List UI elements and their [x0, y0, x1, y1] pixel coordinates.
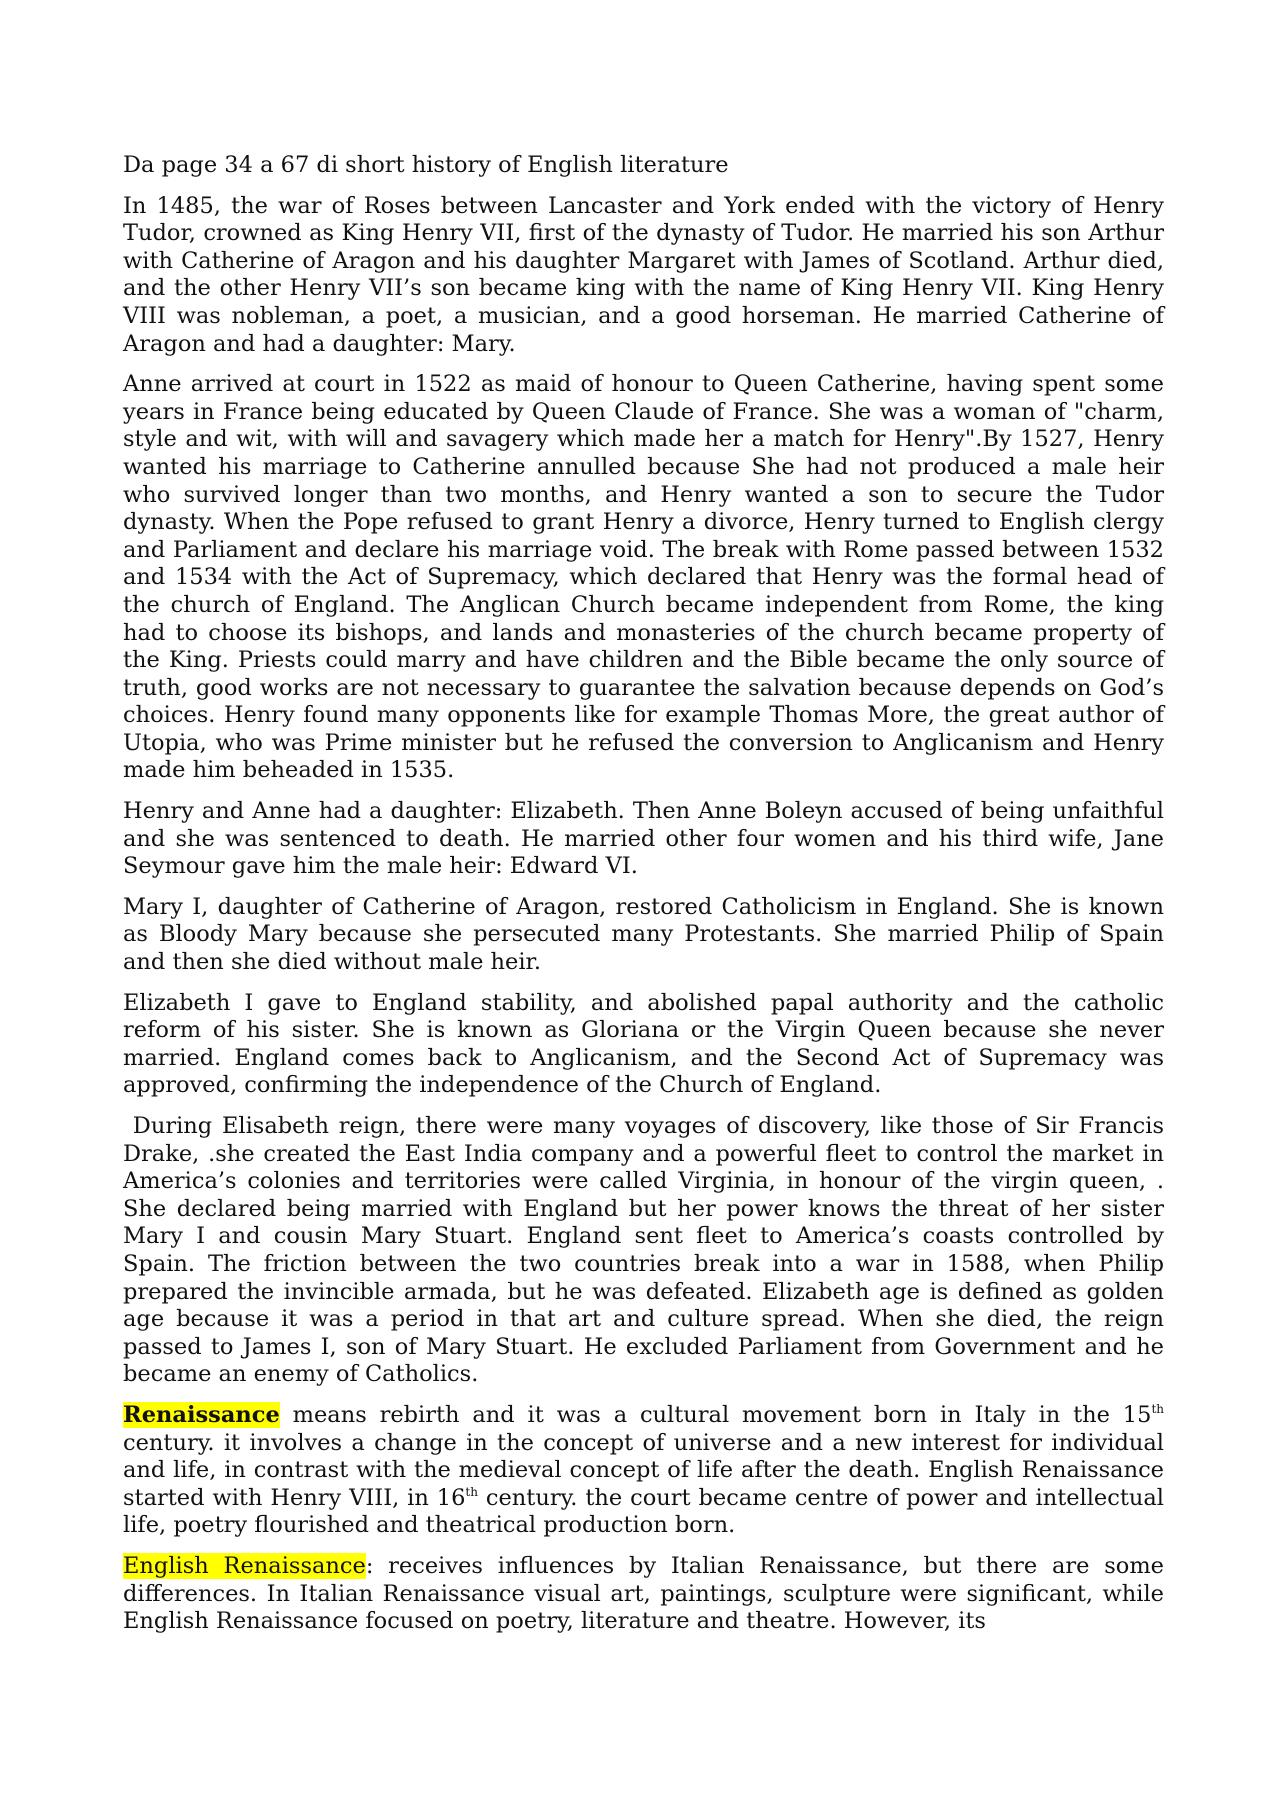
document-body	[123, 152, 1172, 1649]
renaissance-text-part3: century. the court became centre of power and intellectual life, poetry flourished and theatrical production born.	[123, 1484, 1164, 1539]
paragraph-renaissance	[123, 1402, 1164, 1540]
renaissance-text-part2: century. it involves a change in the concept of universe and a new interest for individual and life, in contrast with the medieval concept of life after the death. English Renaissance started with Henry VIII, in 16	[123, 1429, 1164, 1511]
paragraph-elizabeth-i: Elizabeth I gave to England stability, and abolished papal authority and the catholic reform of his sister. She is known as Gloriana or the Virgin Queen because she never married. England comes back to Anglicanism, and the Second Act of Supremacy was approved, confirming the independence of the Church of England.	[123, 989, 1164, 1099]
english-renaissance-text: : receives influences by Italian Renaissance, but there are some differences. In Italian Renaissance visual art, paintings, sculpture were significant, while English Renaissance focused on poetry, literature and theatre. However, its	[123, 1552, 1164, 1635]
document-title: Da page 34 a 67 di short history of English literature	[123, 152, 729, 178]
paragraph-anne-boleyn: Anne arrived at court in 1522 as maid of honour to Queen Catherine, having spent some years in France being educated by Queen Claude of France. She was a woman of "charm, style and wit, with will and savagery which made her a match for Henry".By 1527, Henry wanted his marriage to Catherine annulled because She had not produced a male heir who survived longer than two months, and Henry wanted a son to secure the Tudor dynasty. When the Pope refused to grant Henry a divorce, Henry turned to English clergy and Parliament and declare his marriage void. The break with Rome passed between 1532 and 1534 with the Act of Supremacy, which declared that Henry was the formal head of the church of England. The Anglican Church became independent from Rome, the king had to choose its bishops, and lands and monasteries of the church became property of the King. Priests could marry and have children and the Bible became the only source of truth, good works are not necessary to guarantee the salvation because depends on God’s choices. Henry found many opponents like for example Thomas More, the great author of Utopia, who was Prime minister but he refused the conversion to Anglicanism and Henry made him beheaded in 1535.	[123, 371, 1164, 784]
highlighted-term-renaissance: Renaissance	[123, 1401, 280, 1428]
superscript-th-1: th	[1151, 1401, 1164, 1416]
superscript-th-2: th	[465, 1484, 478, 1499]
renaissance-text-part1: means rebirth and it was a cultural movement born in Italy in the 15	[279, 1401, 1152, 1428]
paragraph-tudor-origins: In 1485, the war of Roses between Lancaster and York ended with the victory of Henry Tudor, crowned as King Henry VII, first of the dynasty of Tudor. He married his son Arthur with Catherine of Aragon and his daughter Margaret with James of Scotland. Arthur died, and the other Henry VII’s son became king with the name of King Henry VII. King Henry VIII was nobleman, a poet, a musician, and a good horseman. He married Catherine of Aragon and had a daughter: Mary.	[123, 192, 1164, 357]
paragraph-elizabethan-reign: During Elisabeth reign, there were many voyages of discovery, like those of Sir Francis Drake, .she created the East India company and a powerful fleet to control the market in America’s colonies and territories were called Virginia, in honour of the virgin queen, . She declared being married with England but her power knows the threat of her sister Mary I and cousin Mary Stuart. England sent fleet to America’s coasts controlled by Spain. The friction between the two countries break into a war in 1588, when Philip prepared the invincible armada, but he was defeated. Elizabeth age is defined as golden age because it was a period in that art and culture spread. When she died, the reign passed to James I, son of Mary Stuart. He excluded Parliament from Government and he became an enemy of Catholics.	[123, 1113, 1172, 1388]
paragraph-elizabeth-birth: Henry and Anne had a daughter: Elizabeth. Then Anne Boleyn accused of being unfaithful and she was sentenced to death. He married other four women and his third wife, Jane Seymour gave him the male heir: Edward VI.	[123, 798, 1164, 880]
paragraph-mary-i: Mary I, daughter of Catherine of Aragon, restored Catholicism in England. She is known as Bloody Mary because she persecuted many Protestants. She married Philip of Spain and then she died without male heir.	[123, 893, 1164, 976]
highlighted-term-english-renaissance: English Renaissance	[123, 1552, 366, 1579]
paragraph-english-renaissance	[123, 1553, 1164, 1636]
